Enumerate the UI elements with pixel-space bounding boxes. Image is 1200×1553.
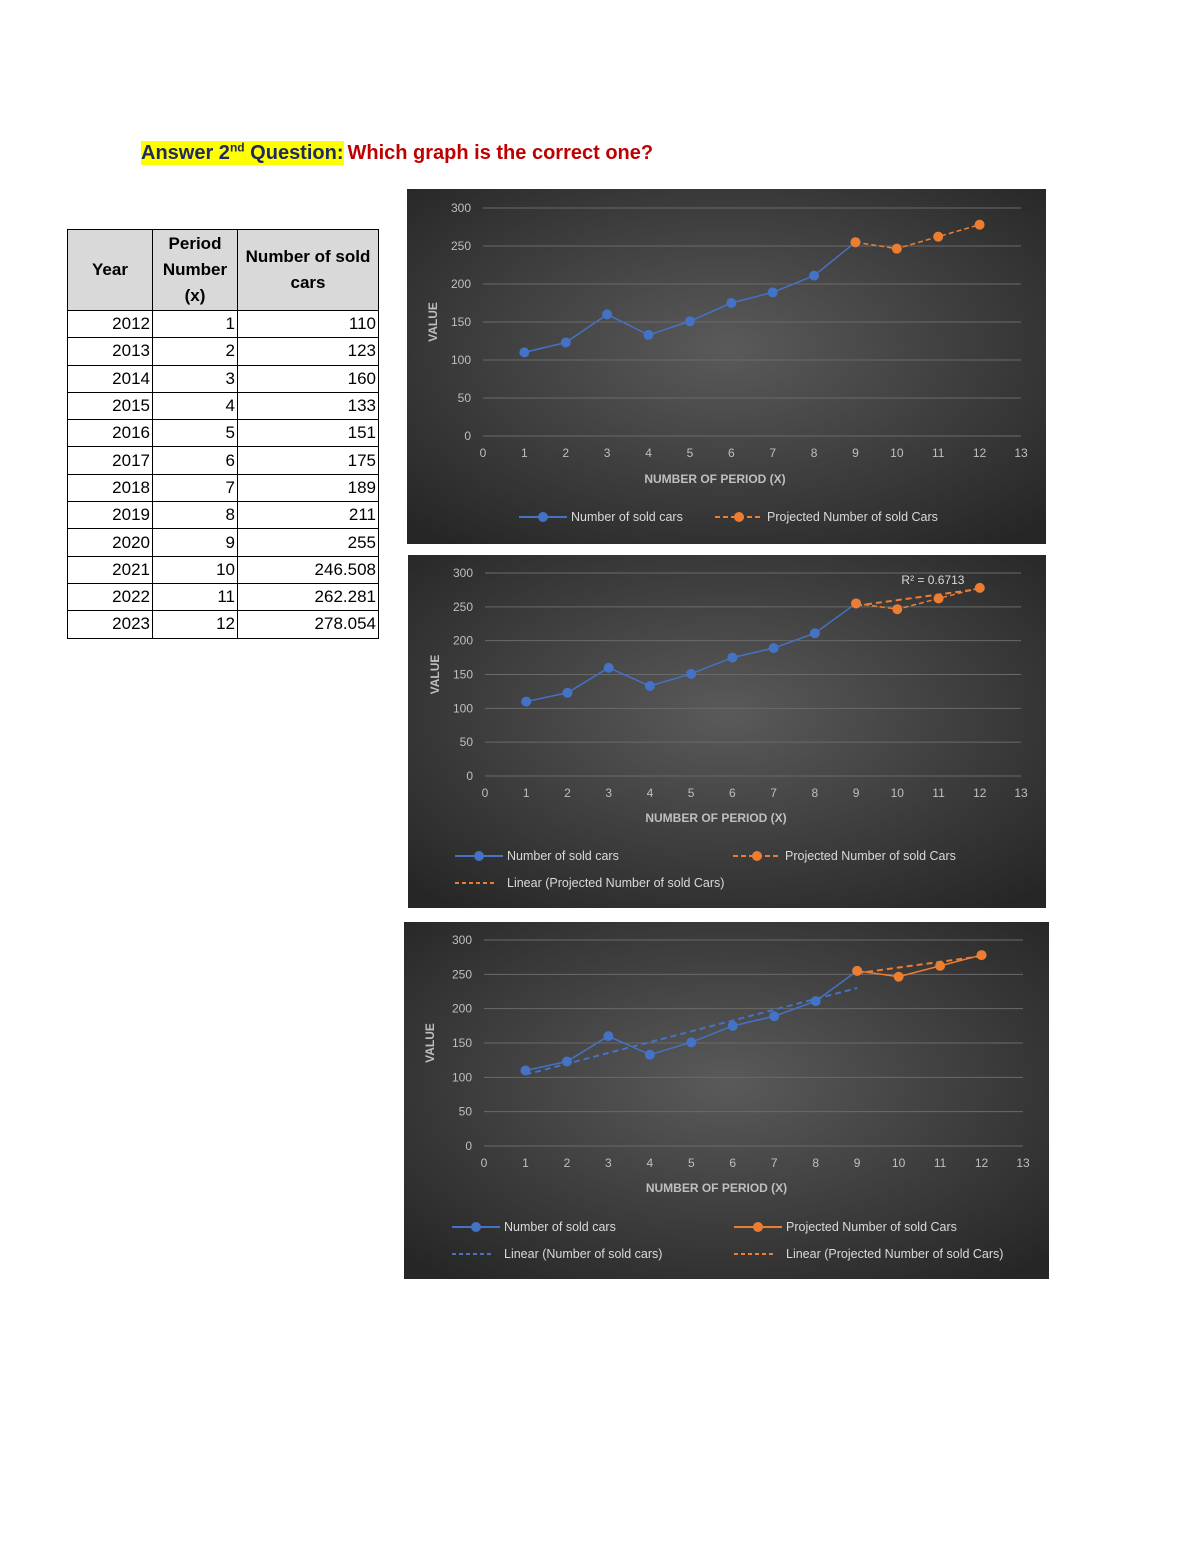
x-tick-label: 12 <box>973 786 987 800</box>
x-tick-label: 4 <box>646 786 654 800</box>
data-point <box>975 220 985 230</box>
table-row <box>68 447 379 474</box>
x-tick-label: 1 <box>522 1156 529 1170</box>
cell-sold-cars: 110 <box>238 311 379 338</box>
heading-superscript: nd <box>229 140 245 154</box>
x-tick-label: 10 <box>890 446 904 460</box>
cell-period: 4 <box>153 392 238 419</box>
chart-1 <box>407 189 1046 544</box>
x-tick-label: 7 <box>770 786 777 800</box>
x-tick-label: 2 <box>563 1156 571 1170</box>
cell-sold-cars: 262.281 <box>238 583 379 610</box>
x-tick-label: 2 <box>562 446 570 460</box>
legend-label: Linear (Number of sold cars) <box>504 1247 663 1261</box>
x-tick-label: 13 <box>1014 786 1028 800</box>
y-tick-label: 200 <box>450 277 471 291</box>
cell-year: 2015 <box>68 392 153 419</box>
heading-suffix: Question: <box>244 141 344 164</box>
chart-2 <box>408 555 1046 908</box>
cell-sold-cars: 133 <box>238 392 379 419</box>
y-tick-label: 200 <box>451 1001 472 1016</box>
x-tick-label: 11 <box>931 446 945 460</box>
data-point <box>561 338 571 348</box>
data-point <box>562 688 572 698</box>
chart-svg <box>408 555 1046 908</box>
y-tick-label: 250 <box>452 599 473 614</box>
y-axis-title: VALUE <box>423 1023 437 1063</box>
data-point <box>769 643 779 653</box>
cell-period: 3 <box>153 365 238 392</box>
cell-year: 2017 <box>68 447 153 474</box>
y-tick-label: 200 <box>452 633 473 648</box>
data-point <box>892 604 902 614</box>
cell-period: 12 <box>153 611 238 638</box>
legend-label: Projected Number of sold Cars <box>785 849 956 863</box>
r-squared-annotation: R² = 0.6713 <box>901 572 965 587</box>
data-point <box>686 1037 696 1047</box>
cell-sold-cars: 175 <box>238 447 379 474</box>
x-tick-label: 8 <box>810 446 818 460</box>
cell-sold-cars: 189 <box>238 474 379 501</box>
x-tick-label: 3 <box>605 1156 612 1170</box>
x-axis-title: NUMBER OF PERIOD (X) <box>644 472 786 486</box>
data-point <box>977 950 987 960</box>
page-heading <box>141 140 653 165</box>
x-tick-label: 6 <box>729 1156 737 1170</box>
x-tick-label: 7 <box>770 1156 778 1170</box>
cell-sold-cars: 151 <box>238 420 379 447</box>
x-tick-label: 10 <box>891 1156 906 1170</box>
legend-label: Linear (Projected Number of sold Cars) <box>507 876 725 890</box>
y-tick-label: 300 <box>451 933 472 947</box>
cell-year: 2023 <box>68 611 153 638</box>
cell-period: 5 <box>153 420 238 447</box>
cell-year: 2021 <box>68 556 153 583</box>
legend-label: Number of sold cars <box>571 510 683 524</box>
cell-year: 2012 <box>68 311 153 338</box>
heading-question: Which graph is the correct one? <box>347 141 654 164</box>
table-row <box>68 311 379 338</box>
heading-highlight <box>141 141 344 165</box>
data-point <box>603 1031 613 1041</box>
x-axis-title: NUMBER OF PERIOD (X) <box>645 1181 788 1195</box>
cell-period: 11 <box>153 583 238 610</box>
table-row <box>68 529 379 556</box>
x-tick-label: 9 <box>853 1156 861 1170</box>
data-point <box>811 996 821 1006</box>
legend-label: Number of sold cars <box>507 849 619 863</box>
table-row <box>68 338 379 365</box>
y-tick-label: 300 <box>452 566 473 580</box>
x-tick-label: 0 <box>481 786 489 800</box>
cell-sold-cars: 255 <box>238 529 379 556</box>
data-point <box>726 298 736 308</box>
cell-year: 2019 <box>68 502 153 529</box>
heading-prefix: Answer 2 <box>141 141 230 164</box>
x-axis-title: NUMBER OF PERIOD (X) <box>645 811 787 825</box>
cell-period: 6 <box>153 447 238 474</box>
table-row <box>68 556 379 583</box>
y-tick-label: 250 <box>450 239 471 253</box>
x-tick-label: 11 <box>932 786 945 800</box>
header-sold-cars: Number of sold cars <box>238 230 379 311</box>
y-tick-label: 150 <box>450 315 471 329</box>
header-year: Year <box>68 230 153 311</box>
data-point <box>604 663 614 673</box>
cell-year: 2022 <box>68 583 153 610</box>
x-tick-label: 3 <box>603 446 611 460</box>
y-tick-label: 50 <box>459 735 473 750</box>
x-tick-label: 1 <box>521 446 528 460</box>
x-tick-label: 2 <box>564 786 571 800</box>
cell-period: 8 <box>153 502 238 529</box>
cell-period: 10 <box>153 556 238 583</box>
data-point <box>728 1021 738 1031</box>
y-tick-label: 0 <box>465 1139 472 1153</box>
y-tick-label: 100 <box>451 1070 472 1085</box>
cell-year: 2018 <box>68 474 153 501</box>
legend-label: Number of sold cars <box>504 1220 616 1234</box>
y-axis-title: VALUE <box>428 654 442 695</box>
legend-label: Linear (Projected Number of sold Cars) <box>786 1247 1004 1261</box>
cell-sold-cars: 211 <box>238 502 379 529</box>
y-tick-label: 150 <box>451 1036 472 1050</box>
x-tick-label: 6 <box>729 786 736 800</box>
data-point <box>810 628 820 638</box>
data-point <box>975 583 985 593</box>
y-tick-label: 0 <box>464 429 471 443</box>
data-point <box>769 1011 779 1021</box>
y-tick-label: 100 <box>450 353 471 367</box>
y-tick-label: 150 <box>452 667 473 682</box>
x-tick-label: 9 <box>852 446 859 460</box>
chart-svg <box>407 189 1046 544</box>
data-point <box>519 347 529 357</box>
legend-label: Projected Number of sold Cars <box>786 1220 957 1234</box>
y-axis-title: VALUE <box>426 302 440 342</box>
data-point <box>850 237 860 247</box>
table-row <box>68 420 379 447</box>
cell-sold-cars: 123 <box>238 338 379 365</box>
y-tick-label: 250 <box>451 967 472 982</box>
x-tick-label: 4 <box>646 1156 654 1170</box>
table-row <box>68 392 379 419</box>
x-tick-label: 0 <box>479 446 487 460</box>
data-point <box>852 966 862 976</box>
cell-period: 7 <box>153 474 238 501</box>
cell-sold-cars: 278.054 <box>238 611 379 638</box>
legend-marker <box>474 851 484 861</box>
legend-marker <box>753 1222 763 1232</box>
table-row <box>68 583 379 610</box>
data-point <box>520 1065 530 1075</box>
x-tick-label: 1 <box>522 786 530 800</box>
y-tick-label: 100 <box>452 701 473 716</box>
data-point <box>645 681 655 691</box>
legend-label: Projected Number of sold Cars <box>767 510 938 524</box>
x-tick-label: 13 <box>1014 446 1028 460</box>
cell-year: 2020 <box>68 529 153 556</box>
x-tick-label: 9 <box>852 786 860 800</box>
table-row <box>68 502 379 529</box>
data-point <box>686 669 696 679</box>
chart-svg <box>404 922 1049 1279</box>
cell-year: 2016 <box>68 420 153 447</box>
x-tick-label: 5 <box>687 786 695 800</box>
data-point <box>809 271 819 281</box>
cell-period: 9 <box>153 529 238 556</box>
chart-3 <box>404 922 1049 1279</box>
cell-period: 2 <box>153 338 238 365</box>
data-point <box>602 309 612 319</box>
cell-sold-cars: 160 <box>238 365 379 392</box>
table-row <box>68 611 379 638</box>
x-tick-label: 7 <box>769 446 777 460</box>
data-point <box>934 594 944 604</box>
data-point <box>768 287 778 297</box>
x-tick-label: 11 <box>933 1156 947 1170</box>
x-tick-label: 10 <box>890 786 904 800</box>
table-row <box>68 365 379 392</box>
cell-year: 2013 <box>68 338 153 365</box>
data-point <box>644 330 654 340</box>
x-tick-label: 8 <box>811 786 819 800</box>
x-tick-label: 6 <box>727 446 735 460</box>
data-point <box>645 1050 655 1060</box>
x-tick-label: 4 <box>645 446 652 460</box>
data-point <box>521 697 531 707</box>
legend-marker <box>471 1222 481 1232</box>
data-point <box>562 1057 572 1067</box>
data-point <box>933 232 943 242</box>
legend-marker <box>734 512 744 522</box>
cell-sold-cars: 246.508 <box>238 556 379 583</box>
x-tick-label: 8 <box>812 1156 820 1170</box>
table-row <box>68 474 379 501</box>
chart-background <box>407 189 1046 544</box>
data-point <box>851 598 861 608</box>
data-table <box>67 229 379 639</box>
x-tick-label: 0 <box>480 1156 488 1170</box>
y-tick-label: 0 <box>466 769 473 783</box>
data-point <box>727 653 737 663</box>
x-tick-label: 12 <box>972 446 987 460</box>
cell-year: 2014 <box>68 365 153 392</box>
x-tick-label: 12 <box>974 1156 989 1170</box>
legend-marker <box>752 851 762 861</box>
x-tick-label: 5 <box>686 446 694 460</box>
data-point <box>685 316 695 326</box>
data-point <box>894 972 904 982</box>
y-tick-label: 50 <box>457 391 471 405</box>
header-period-number: Period Number (x) <box>153 230 238 311</box>
y-tick-label: 50 <box>458 1104 472 1119</box>
table-body <box>68 311 379 639</box>
x-tick-label: 13 <box>1016 1156 1030 1170</box>
y-tick-label: 300 <box>450 201 471 215</box>
cell-period: 1 <box>153 311 238 338</box>
x-tick-label: 5 <box>687 1156 695 1170</box>
data-point <box>935 961 945 971</box>
x-tick-label: 3 <box>605 786 613 800</box>
legend-marker <box>538 512 548 522</box>
data-point <box>892 244 902 254</box>
